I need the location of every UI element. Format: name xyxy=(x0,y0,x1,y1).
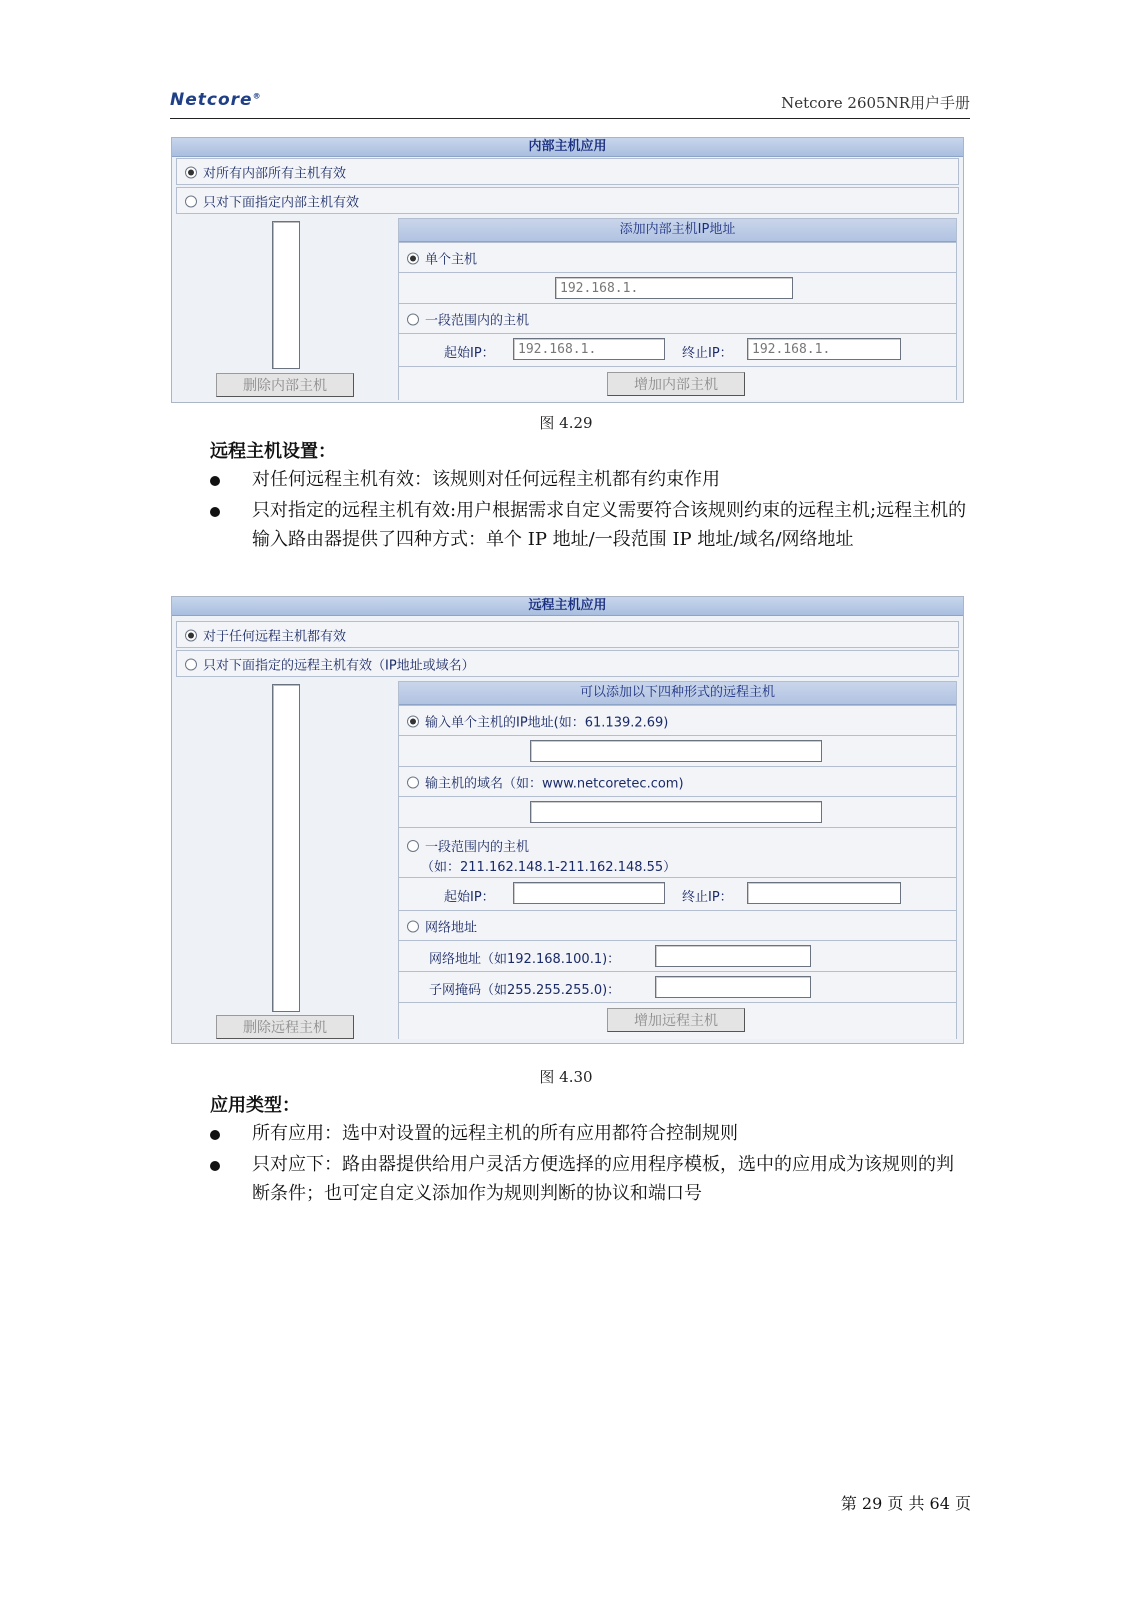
single-remote-ip-label: 输入单个主机的IP地址(如：61.139.2.69) xyxy=(425,715,669,730)
logo-reg-mark: ® xyxy=(252,91,262,101)
network-label: 网络地址 xyxy=(425,920,478,935)
network-row xyxy=(399,910,956,940)
start-ip-input[interactable]: 192.168.1. xyxy=(513,338,665,360)
radio-any-remote[interactable] xyxy=(185,629,197,641)
opt-specified-internal-row xyxy=(176,187,959,214)
opt-any-remote-label: 对于任何远程主机都有效 xyxy=(203,629,347,644)
remote-start-ip-label: 起始IP： xyxy=(444,890,495,905)
remote-host-panel-title: 远程主机应用 xyxy=(172,597,963,616)
start-ip-label: 起始IP： xyxy=(444,346,495,361)
radio-all-internal[interactable] xyxy=(185,166,197,178)
network-addr-row xyxy=(399,940,956,971)
radio-single-remote-ip[interactable] xyxy=(407,715,419,727)
single-host-row xyxy=(399,242,956,272)
network-addr-input[interactable] xyxy=(655,945,811,967)
domain-input-row xyxy=(399,796,956,827)
remote-host-forms-box xyxy=(398,681,957,1039)
opt-specified-remote-row xyxy=(176,650,959,677)
remote-range-example: （如：211.162.148.1-211.162.148.55） xyxy=(421,860,677,875)
domain-row xyxy=(399,766,956,796)
internal-host-listbox[interactable] xyxy=(272,221,300,369)
network-addr-label: 网络地址（如192.168.100.1)： xyxy=(429,952,621,967)
bullet-text: 对任何远程主机有效：该规则对任何远程主机都有约束作用 xyxy=(252,469,720,490)
opt-all-internal-row xyxy=(176,158,959,185)
subnet-row xyxy=(399,971,956,1002)
opt-specified-remote-label: 只对下面指定的远程主机有效（IP地址或域名） xyxy=(203,658,475,673)
bullet-item xyxy=(210,1150,970,1208)
remote-range-ip-row xyxy=(399,877,956,910)
bullet-dot xyxy=(210,1161,220,1171)
add-internal-ip-box xyxy=(398,218,957,400)
add-internal-row xyxy=(399,366,956,400)
internal-host-panel xyxy=(171,137,964,403)
figure-4-29-caption: 图 4.29 xyxy=(539,414,593,432)
bullet-dot xyxy=(210,1130,220,1140)
page-number: 第 29 页 共 64 页 xyxy=(840,1494,971,1513)
domain-label: 输主机的域名（如：www.netcoretec.com) xyxy=(425,776,684,791)
remote-host-settings-heading: 远程主机设置： xyxy=(210,441,336,462)
remote-range-label: 一段范围内的主机 xyxy=(425,840,530,855)
logo-text-start: Netc xyxy=(170,90,218,110)
radio-specified-internal[interactable] xyxy=(185,195,197,207)
document-title: Netcore 2605NR用户手册 xyxy=(781,94,970,112)
single-ip-row xyxy=(399,272,956,303)
add-internal-ip-title: 添加内部主机IP地址 xyxy=(399,219,956,242)
bullet-dot xyxy=(210,507,220,517)
add-remote-row xyxy=(399,1002,956,1039)
end-ip-input[interactable]: 192.168.1. xyxy=(747,338,901,360)
end-ip-label: 终止IP： xyxy=(682,346,733,361)
logo-text-end: re xyxy=(230,90,253,110)
remote-end-ip-label: 终止IP： xyxy=(682,890,733,905)
bullet-text: 只对应下：路由器提供给用户灵活方便选择的应用程序模板，选中的应用成为该规则的判断条件；也可定自定义添加作为规则判断的协议和端口号 xyxy=(252,1154,954,1204)
bullet-item xyxy=(210,496,970,554)
opt-all-internal-label: 对所有内部所有主机有效 xyxy=(203,166,347,181)
range-ip-row xyxy=(399,333,956,366)
remote-host-listbox[interactable] xyxy=(272,684,300,1012)
subnet-label: 子网掩码（如255.255.255.0)： xyxy=(429,983,621,998)
remote-end-ip-input[interactable] xyxy=(747,882,901,904)
single-host-ip-input[interactable]: 192.168.1. xyxy=(555,277,793,299)
single-host-label: 单个主机 xyxy=(425,252,478,267)
remote-range-row xyxy=(399,827,956,877)
delete-remote-host-button[interactable]: 删除远程主机 xyxy=(216,1015,354,1039)
domain-input[interactable] xyxy=(530,801,822,823)
opt-specified-internal-label: 只对下面指定内部主机有效 xyxy=(203,195,360,210)
single-remote-ip-input[interactable] xyxy=(530,740,822,762)
bullet-dot xyxy=(210,476,220,486)
single-remote-ip-row xyxy=(399,705,956,735)
radio-remote-range[interactable] xyxy=(407,840,419,852)
radio-specified-remote[interactable] xyxy=(185,658,197,670)
figure-4-30-caption: 图 4.30 xyxy=(539,1068,593,1086)
radio-network[interactable] xyxy=(407,920,419,932)
delete-internal-host-button[interactable]: 删除内部主机 xyxy=(216,373,354,397)
bullet-item xyxy=(210,1119,970,1148)
bullet-text: 所有应用：选中对设置的远程主机的所有应用都符合控制规则 xyxy=(252,1123,738,1144)
opt-any-remote-row xyxy=(176,621,959,648)
add-internal-host-button[interactable]: 增加内部主机 xyxy=(607,372,745,396)
add-remote-host-button[interactable]: 增加远程主机 xyxy=(607,1008,745,1032)
bullet-text: 只对指定的远程主机有效:用户根据需求自定义需要符合该规则约束的远程主机;远程主机的输入路由器提供了四种方式：单个 IP 地址/一段范围 IP 地址/域名/网络地址 xyxy=(252,500,967,550)
range-hosts-row xyxy=(399,303,956,333)
single-remote-ip-input-row xyxy=(399,735,956,766)
application-type-heading: 应用类型： xyxy=(210,1095,300,1116)
range-hosts-label: 一段范围内的主机 xyxy=(425,313,530,328)
subnet-input[interactable] xyxy=(655,976,811,998)
remote-host-panel xyxy=(171,596,964,1044)
page-header xyxy=(170,86,970,119)
radio-range-hosts[interactable] xyxy=(407,313,419,325)
radio-domain[interactable] xyxy=(407,776,419,788)
remote-start-ip-input[interactable] xyxy=(513,882,665,904)
radio-single-host[interactable] xyxy=(407,252,419,264)
internal-host-panel-title: 内部主机应用 xyxy=(172,138,963,157)
netcore-logo xyxy=(170,90,262,110)
bullet-item xyxy=(210,465,970,494)
remote-host-forms-title: 可以添加以下四种形式的远程主机 xyxy=(399,682,956,705)
logo-text-o: o xyxy=(217,90,231,110)
